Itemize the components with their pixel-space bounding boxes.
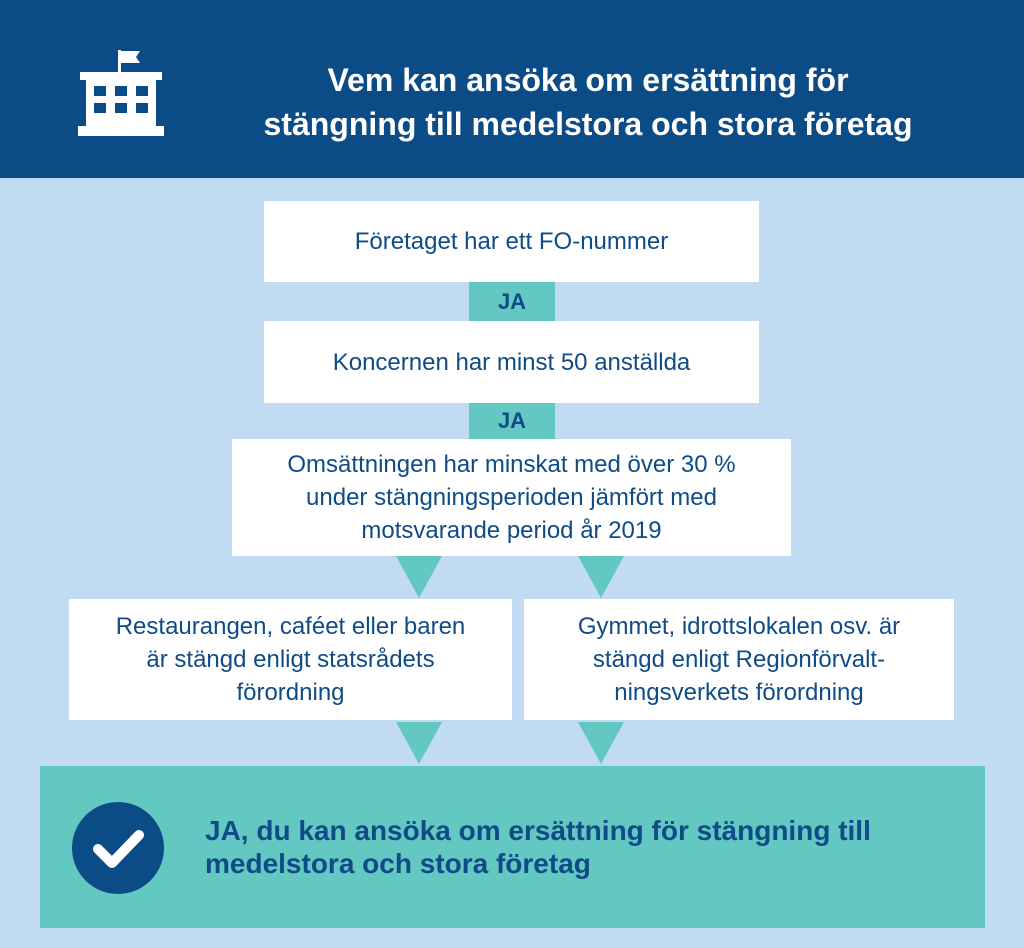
branch-text-line: ningsverkets förordning [614, 679, 864, 706]
step-employees [264, 321, 759, 403]
step-text: Koncernen har minst 50 anställda [332, 348, 691, 376]
result-line-2: medelstora och stora företag [205, 848, 591, 879]
page-title [188, 58, 988, 146]
building-flag-icon [78, 50, 164, 140]
arrow-down-left [396, 556, 442, 598]
branch-text-line: Restaurangen, caféet eller baren [115, 613, 466, 640]
step-text: Företaget har ett FO-nummer [354, 228, 669, 255]
branch-text-line: Gymmet, idrottslokalen osv. är [577, 613, 901, 640]
step-fo-number [264, 201, 759, 282]
arrow-down-right-result [578, 722, 624, 764]
step-text-line: Omsättningen har minskat med över 30 % [287, 451, 736, 478]
arrow-down-left-result [396, 722, 442, 764]
result-text [205, 814, 965, 880]
step-text-line: motsvarande period år 2019 [361, 517, 662, 544]
branch-restaurant [69, 599, 512, 720]
result-line-1: JA, du kan ansöka om ersättning för stängning till [205, 815, 871, 846]
arrow-down-right [578, 556, 624, 598]
checkmark-circle-icon [72, 802, 164, 894]
branch-gym [524, 599, 954, 720]
header-banner [0, 0, 1024, 178]
branch-text-line: är stängd enligt statsrådets [146, 646, 435, 673]
result-box [40, 766, 985, 928]
title-line-2: stängning till medelstora och stora företag [263, 106, 913, 142]
branch-text-line: stängd enligt Regionförvalt- [592, 646, 886, 673]
ja-connector-2: JA [469, 403, 555, 439]
branch-text-line: förordning [236, 679, 345, 706]
step-text-line: under stängningsperioden jämfört med [306, 484, 717, 511]
step-turnover [232, 439, 791, 556]
ja-connector-1: JA [469, 282, 555, 321]
title-line-1: Vem kan ansöka om ersättning för [327, 62, 849, 98]
